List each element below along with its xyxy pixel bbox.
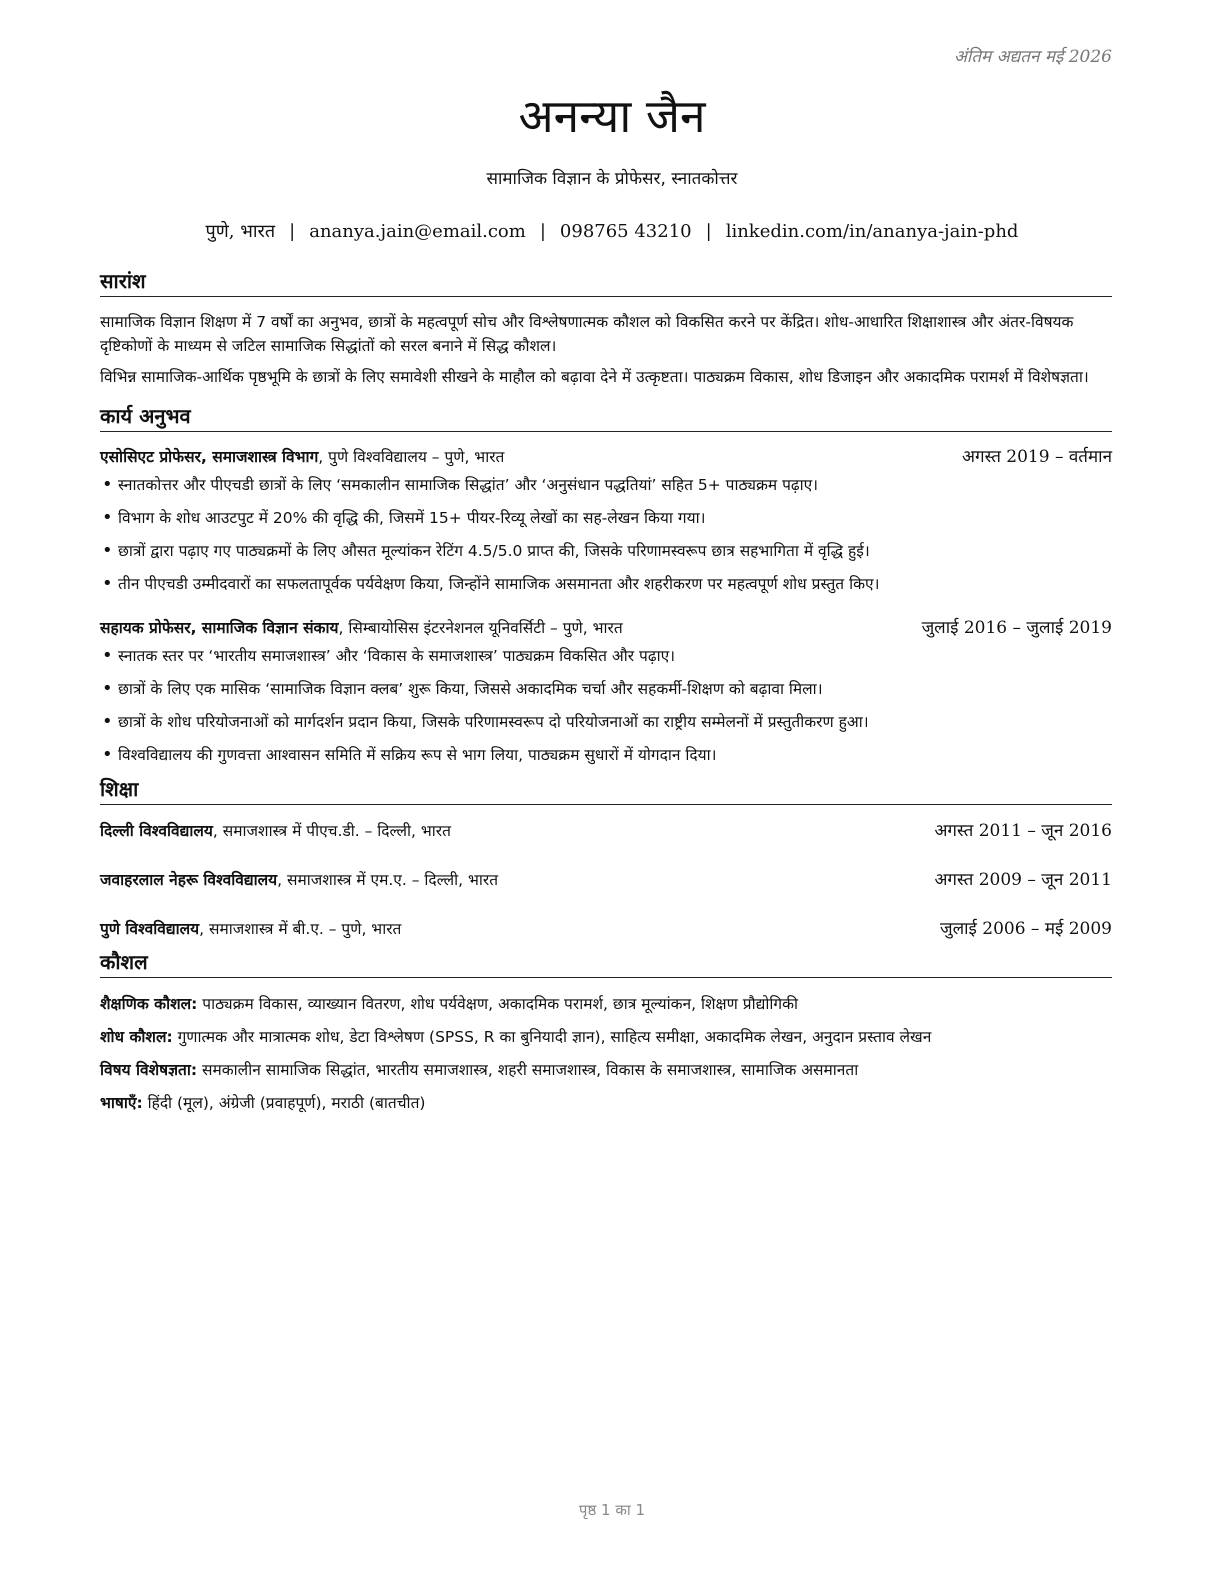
experience-heading: कार्य अनुभव <box>100 403 1112 432</box>
education-dates: अगस्त 2009 – जून 2011 <box>934 870 1112 890</box>
last-updated: अंतिम अद्यतन मई 2026 <box>953 47 1112 67</box>
skill-value: हिंदी (मूल), अंग्रेजी (प्रवाहपूर्ण), मराठी (बातचीत) <box>142 1094 426 1112</box>
job-header <box>100 445 1112 469</box>
summary-heading: सारांश <box>100 268 1112 297</box>
skill-value: समकालीन सामाजिक सिद्धांत, भारतीय समाजशास्त्र, शहरी समाजशास्त्र, विकास के समाजशास्त्र, सामाजिक असमानता <box>197 1061 859 1079</box>
summary-paragraph: विभिन्न सामाजिक-आर्थिक पृष्ठभूमि के छात्रों के लिए समावेशी सीखने के माहौल को बढ़ावा देने में उत्कृष्टता। पाठ्यक्रम विकास, शोध डिजाइन और अकादमिक परामर्श में विशेषज्ञता। <box>100 368 1089 386</box>
education-detail: , समाजशास्त्र में पीएच.डी. – दिल्ली, भारत <box>212 822 451 840</box>
contact-email[interactable]: ananya.jain@email.com <box>309 221 526 242</box>
contact-separator: | <box>539 221 546 242</box>
job-bullet: • विश्वविद्यालय की गुणवत्ता आश्वासन समिति में सक्रिय रूप से भाग लिया, पाठ्यक्रम सुधारों में योगदान दिया। <box>100 743 1112 767</box>
page-number: पृष्ठ 1 का 1 <box>578 1501 646 1519</box>
education-dates: अगस्त 2011 – जून 2016 <box>934 821 1112 841</box>
job-title <box>100 616 623 640</box>
contact-linkedin[interactable]: linkedin.com/in/ananya-jain-phd <box>725 221 1019 242</box>
job-bullet: • छात्रों के लिए एक मासिक ‘सामाजिक विज्ञान क्लब’ शुरू किया, जिससे अकादमिक चर्चा और सहकर्मी-शिक्षण को बढ़ावा मिला। <box>100 677 1112 701</box>
job-dates: जुलाई 2016 – जुलाई 2019 <box>921 618 1112 638</box>
education-heading: शिक्षा <box>100 776 1112 805</box>
education-institution: पुणे विश्वविद्यालय <box>100 920 200 938</box>
job-dates: अगस्त 2019 – वर्तमान <box>962 447 1112 467</box>
skill-line <box>100 1025 1112 1049</box>
job-title <box>100 445 504 469</box>
job-bullet: • छात्रों के शोध परियोजनाओं को मार्गदर्शन प्रदान किया, जिसके परिणामस्वरूप दो परियोजनाओं का राष्ट्रीय सम्मेलनों में प्रस्तुतीकरण हुआ। <box>100 710 1112 734</box>
job-bullet: • तीन पीएचडी उम्मीदवारों का सफलतापूर्वक पर्यवेक्षण किया, जिन्होंने सामाजिक असमानता और शहरीकरण पर महत्वपूर्ण शोध प्रस्तुत किए। <box>100 572 1112 596</box>
skill-line <box>100 1091 1112 1115</box>
contact-separator: | <box>705 221 712 242</box>
job-role: सहायक प्रोफेसर, सामाजिक विज्ञान संकाय <box>100 619 339 637</box>
job-entry <box>100 616 1112 767</box>
skill-value: गुणात्मक और मात्रात्मक शोध, डेटा विश्लेषण (SPSS, R का बुनियादी ज्ञान), साहित्य समीक्षा, अकादमिक लेखन, अनुदान प्रस्ताव लेखन <box>172 1028 932 1046</box>
job-bullet: • विभाग के शोध आउटपुट में 20% की वृद्धि की, जिसमें 15+ पीयर-रिव्यू लेखों का सह-लेखन किया गया। <box>100 506 1112 530</box>
job-bullet: • स्नातकोत्तर और पीएचडी छात्रों के लिए ‘समकालीन सामाजिक सिद्धांत’ और ‘अनुसंधान पद्धतियां’ सहित 5+ पाठ्यक्रम पढ़ाए। <box>100 473 1112 497</box>
education-detail: , समाजशास्त्र में एम.ए. – दिल्ली, भारत <box>277 871 499 889</box>
job-role: एसोसिएट प्रोफेसर, समाजशास्त्र विभाग <box>100 448 319 466</box>
contact-line <box>0 219 1224 243</box>
contact-phone[interactable]: 098765 43210 <box>559 221 692 242</box>
skill-label: विषय विशेषज्ञता: <box>100 1061 198 1079</box>
education-item <box>100 917 1112 941</box>
education-text <box>100 868 498 892</box>
education-list <box>100 819 1112 941</box>
job-bullets <box>100 644 1112 767</box>
skill-line <box>100 992 1112 1016</box>
education-institution: जवाहरलाल नेहरू विश्वविद्यालय <box>100 871 278 889</box>
education-institution: दिल्ली विश्वविद्यालय <box>100 822 213 840</box>
resume-body <box>100 268 1112 1124</box>
contact-location: पुणे, भारत <box>205 221 276 242</box>
skill-label: शोध कौशल: <box>100 1028 173 1046</box>
education-text <box>100 917 401 941</box>
job-header <box>100 616 1112 640</box>
candidate-subtitle: सामाजिक विज्ञान के प्रोफेसर, स्नातकोत्तर <box>486 169 738 189</box>
skill-line <box>100 1058 1112 1082</box>
job-bullets <box>100 473 1112 596</box>
job-bullet: • स्नातक स्तर पर ‘भारतीय समाजशास्त्र’ और ‘विकास के समाजशास्त्र’ पाठ्यक्रम विकसित और पढ़ाए। <box>100 644 1112 668</box>
education-detail: , समाजशास्त्र में बी.ए. – पुणे, भारत <box>199 920 402 938</box>
job-bullet: • छात्रों द्वारा पढ़ाए गए पाठ्यक्रमों के लिए औसत मूल्यांकन रेटिंग 4.5/5.0 प्राप्त की, जिसके परिणामस्वरूप छात्र सहभागिता में वृद्धि हुई। <box>100 539 1112 563</box>
skill-label: भाषाएँ: <box>100 1094 143 1112</box>
contact-separator: | <box>289 221 296 242</box>
job-place: , पुणे विश्वविद्यालय – पुणे, भारत <box>318 448 505 466</box>
skill-value: पाठ्यक्रम विकास, व्याख्यान वितरण, शोध पर्यवेक्षण, अकादमिक परामर्श, छात्र मूल्यांकन, शिक्षण प्रौद्योगिकी <box>197 995 799 1013</box>
skills-heading: कौशल <box>100 949 1112 978</box>
education-text <box>100 819 451 843</box>
candidate-name: अनन्या जैन <box>518 89 706 143</box>
summary-paragraph: सामाजिक विज्ञान शिक्षण में 7 वर्षों का अनुभव, छात्रों के महत्वपूर्ण सोच और विश्लेषणात्मक कौशल को विकसित करने पर केंद्रित। शोध-आधारित शिक्षाशास्त्र और अंतर-विषयक दृष्टिकोणों के माध्यम से जटिल सामाजिक सिद्धांतों को सरल बनाने में सिद्ध कौशल। <box>100 313 1074 355</box>
job-place: , सिम्बायोसिस इंटरनेशनल यूनिवर्सिटी – पुणे, भारत <box>338 619 623 637</box>
education-dates: जुलाई 2006 – मई 2009 <box>939 919 1112 939</box>
skills-list <box>100 992 1112 1115</box>
skill-label: शैक्षणिक कौशल: <box>100 995 198 1013</box>
education-item <box>100 819 1112 843</box>
education-item <box>100 868 1112 892</box>
job-entry <box>100 445 1112 596</box>
